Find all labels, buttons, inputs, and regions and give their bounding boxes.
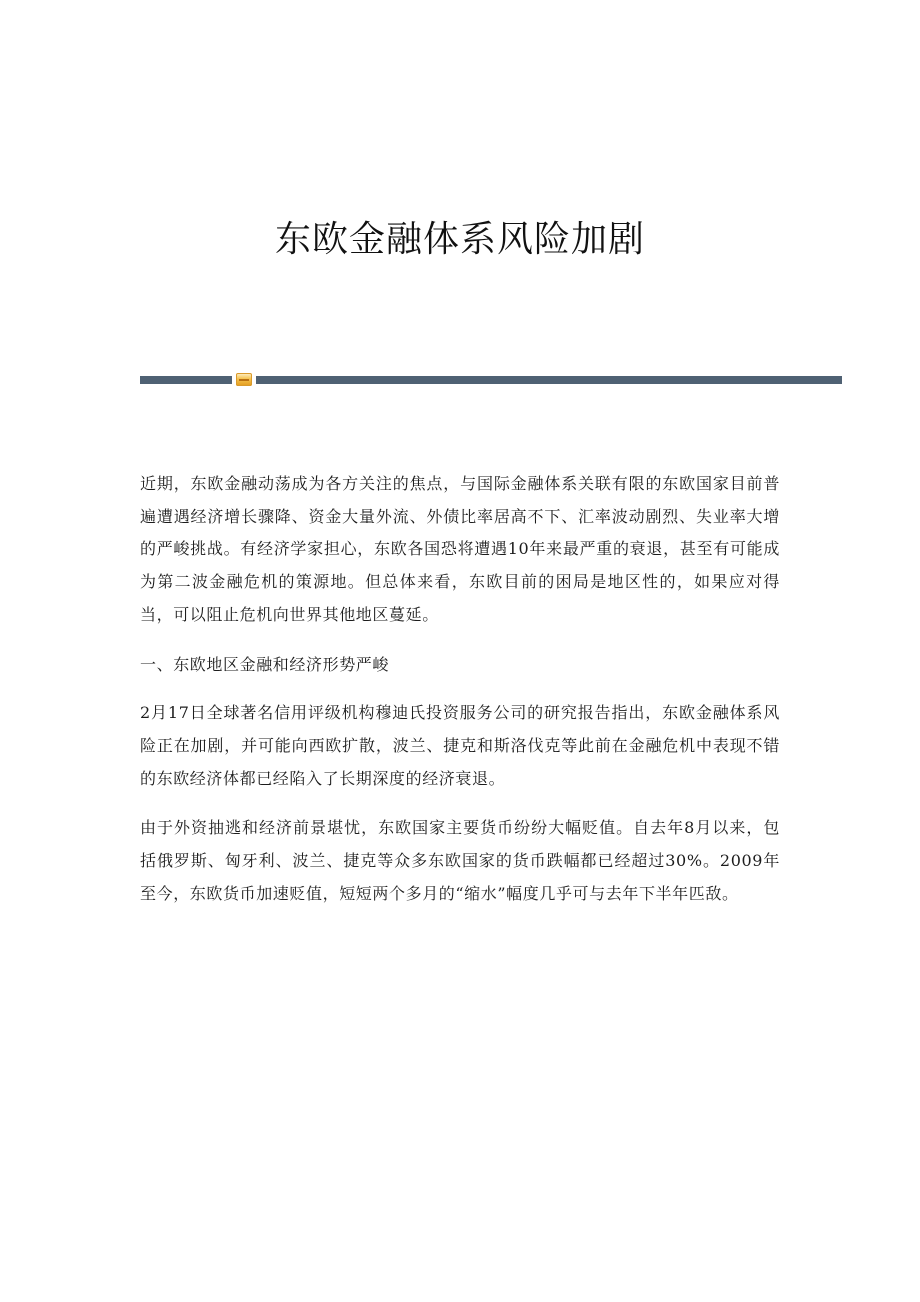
title-divider	[140, 371, 842, 387]
divider-bar-left	[140, 376, 232, 384]
paragraph-moodys-report: 2月17日全球著名信用评级机构穆迪氏投资服务公司的研究报告指出，东欧金融体系风险正在加剧，并可能向西欧扩散，波兰、捷克和斯洛伐克等此前在金融危机中表现不错的东欧经济体都已经陷入了长期深度的经济衰退。	[140, 703, 780, 788]
document-title: 东欧金融体系风险加剧	[274, 219, 645, 260]
paragraph-intro: 近期，东欧金融动荡成为各方关注的焦点，与国际金融体系关联有限的东欧国家目前普遍遭遇经济增长骤降、资金大量外流、外债比率居高不下、汇率波动剧烈、失业率大增的严峻挑战。有经济学家担心，东欧各国恐将遭遇10年来最严重的衰退，甚至有可能成为第二波金融危机的策源地。但总体来看，东欧目前的困局是地区性的，如果应对得当，可以阻止危机向世界其他地区蔓延。	[140, 474, 780, 624]
paragraph-currency-depreciation: 由于外资抽逃和经济前景堪忧，东欧国家主要货币纷纷大幅贬值。自去年8月以来，包括俄罗斯、匈牙利、波兰、捷克等众多东欧国家的货币跌幅都已经超过30%。2009年至今，东欧货币加速贬值，短短两个多月的“缩水”幅度几乎可与去年下半年匹敌。	[140, 818, 780, 903]
document-body	[140, 468, 780, 927]
section-heading: 一、东欧地区金融和经济形势严峻	[140, 654, 390, 674]
folder-emblem-icon	[236, 373, 252, 386]
divider-bar-right	[256, 376, 842, 384]
